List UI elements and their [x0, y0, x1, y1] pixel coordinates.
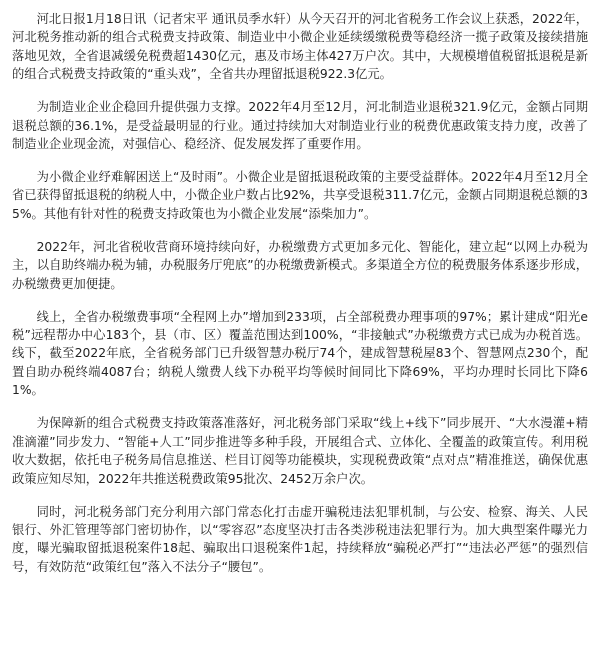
article-paragraph-manufacturing: 为制造业企业企稳回升提供强力支撑。2022年4月至12月，河北制造业退税321.9亿元，金额占同期退税总额的36.1%，是受益最明显的行业。通过持续加大对制造业行业的税费优惠政策支持力度，改善了制造业企业现金流，对强信心、稳经济、促发展发挥了重要作用。	[12, 100, 588, 152]
article-paragraph-small-business: 为小微企业纾难解困送上“及时雨”。小微企业是留抵退税政策的主要受益群体。2022年4月至12月全省已获得留抵退税的纳税人中，小微企业户数占比92%，共享受退税311.7亿元，金额占同期退税总额的35%。其他有针对性的税费支持政策也为小微企业发展“添柴加力”。	[12, 170, 588, 221]
article-paragraph-policy-publicity: 为保障新的组合式税费支持政策落准落好，河北税务部门采取“线上+线下”同步展开、“大水漫灌+精准滴灌”同步发力、“智能+人工”同步推进等多种手段，开展组合式、立体化、全覆盖的政策宣传。利用税收大数据，依托电子税务局信息推送、栏目订阅等功能模块，实现税费政策“点对点”精准推送，确保优惠政策应知尽知，2022年共推送税费政策95批次、2452万余户次。	[12, 416, 588, 486]
article-paragraph-business-environment: 2022年，河北省税收营商环境持续向好，办税缴费方式更加多元化、智能化，建立起“以网上办税为主，以自助终端办税为辅，办税服务厅兜底”的办税缴费新模式。多渠道全方位的税费服务体系逐步形成，办税缴费更加便捷。	[12, 239, 588, 291]
article-paragraph-lead: 河北日报1月18日讯（记者宋平 通讯员季水轩）从今天召开的河北省税务工作会议上获悉，2022年，河北税务推动新的组合式税费支持政策、制造业中小微企业延续缓缴税费等稳经济一揽子政策及接续措施落地见效，全省退减缓免税费超1430亿元，惠及市场主体427万户次。其中，大规模增值税留抵退税是新的组合式税费支持政策的“重头戏”，全省共办理留抵退税922.3亿元。	[12, 12, 588, 82]
article-paragraph-online-offline: 线上，全省办税缴费事项“全程网上办”增加到233项，占全部税费办理事项的97%；累计建成“阳光e税”远程帮办中心183个，县（市、区）覆盖范围达到100%，“非接触式”办税缴费方式已成为办税首选。线下，截至2022年底，全省税务部门已升级智慧办税厅74个，建成智慧税屋83个、智慧网点230个，配置自助办税终端4087台；纳税人缴费人线下办税平均等候时间同比下降69%，平均办理时长同比下降61%。	[12, 309, 588, 398]
article-paragraph-enforcement: 同时，河北税务部门充分利用六部门常态化打击虚开骗税违法犯罪机制，与公安、检察、海关、人民银行、外汇管理等部门密切协作，以“零容忍”态度坚决打击各类涉税违法犯罪行为。加大典型案件曝光力度，曝光骗取留抵退税案件18起、骗取出口退税案件1起，持续释放“骗税必严打”“违法必严惩”的强烈信号，有效防范“政策红包”落入不法分子“腰包”。	[12, 504, 588, 574]
